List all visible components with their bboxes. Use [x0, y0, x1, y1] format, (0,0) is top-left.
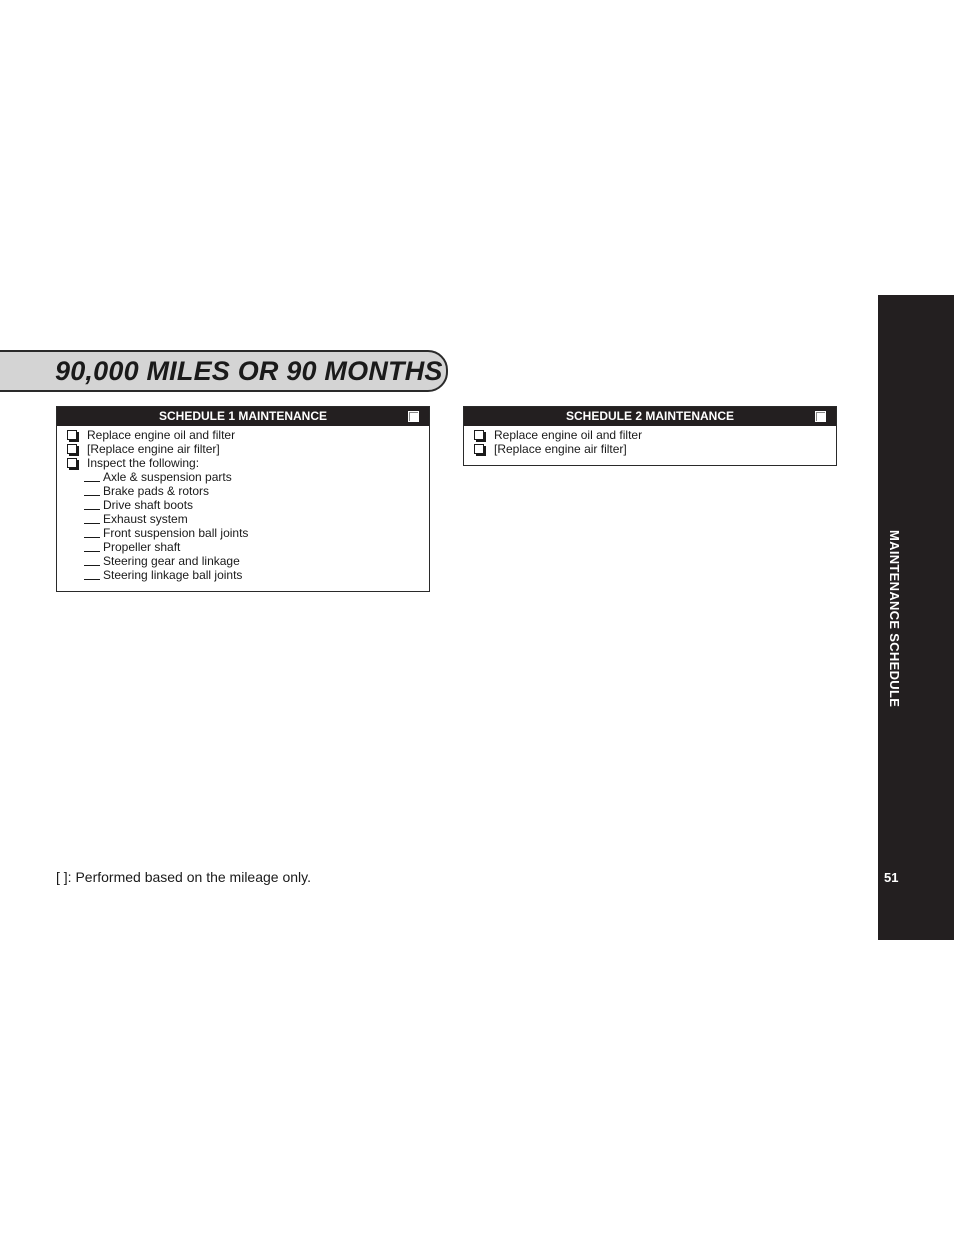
page-title: 90,000 MILES OR 90 MONTHS [55, 356, 443, 386]
schedule-2-box [463, 406, 837, 466]
blank-line-icon [84, 537, 100, 538]
item-label: Replace engine oil and filter [87, 428, 236, 442]
inspect-item-label: Drive shaft boots [103, 498, 194, 512]
schedule-2-checkbox[interactable] [815, 411, 826, 422]
inspect-item [57, 498, 429, 512]
checkbox-icon[interactable] [67, 458, 77, 468]
checkbox-icon[interactable] [67, 430, 77, 440]
schedule-2-item-replace-oil [464, 428, 836, 442]
schedule-2-title: SCHEDULE 2 MAINTENANCE [565, 409, 734, 423]
item-label: [Replace engine air filter] [494, 442, 627, 456]
schedule-1-header [57, 407, 429, 426]
inspect-item [57, 540, 429, 554]
inspect-item-label: Brake pads & rotors [103, 484, 210, 498]
inspect-item-label: Steering linkage ball joints [103, 568, 243, 582]
side-tab-label: MAINTENANCE SCHEDULE [887, 530, 902, 708]
schedule-1-item-inspect [57, 456, 429, 470]
inspect-item [57, 484, 429, 498]
blank-line-icon [84, 509, 100, 510]
inspect-item [57, 512, 429, 526]
blank-line-icon [84, 523, 100, 524]
checkbox-icon[interactable] [67, 444, 77, 454]
schedule-1-item-air-filter [57, 442, 429, 456]
schedule-2-item-air-filter [464, 442, 836, 456]
inspect-item [57, 470, 429, 484]
blank-line-icon [84, 551, 100, 552]
checkbox-icon[interactable] [474, 444, 484, 454]
inspect-item [57, 554, 429, 568]
blank-line-icon [84, 565, 100, 566]
schedule-1-item-replace-oil [57, 428, 429, 442]
blank-line-icon [84, 495, 100, 496]
schedule-1-box [56, 406, 430, 592]
item-label: Inspect the following: [87, 456, 200, 470]
item-label: Replace engine oil and filter [494, 428, 643, 442]
inspect-item [57, 568, 429, 582]
item-label: [Replace engine air filter] [87, 442, 220, 456]
inspect-item-label: Axle & suspension parts [103, 470, 232, 484]
checkbox-icon[interactable] [474, 430, 484, 440]
blank-line-icon [84, 579, 100, 580]
schedule-2-items [464, 426, 836, 456]
schedule-1-checkbox[interactable] [408, 411, 419, 422]
inspect-item-label: Propeller shaft [103, 540, 181, 554]
schedule-2-header [464, 407, 836, 426]
inspect-item-label: Steering gear and linkage [103, 554, 240, 568]
inspect-item-label: Front suspension ball joints [103, 526, 249, 540]
blank-line-icon [84, 481, 100, 482]
schedule-1-items [57, 426, 429, 582]
page-number: 51 [884, 870, 899, 885]
inspect-item [57, 526, 429, 540]
footnote: [ ]: Performed based on the mileage only. [56, 869, 311, 885]
schedule-1-title: SCHEDULE 1 MAINTENANCE [158, 409, 327, 423]
inspect-item-label: Exhaust system [103, 512, 188, 526]
